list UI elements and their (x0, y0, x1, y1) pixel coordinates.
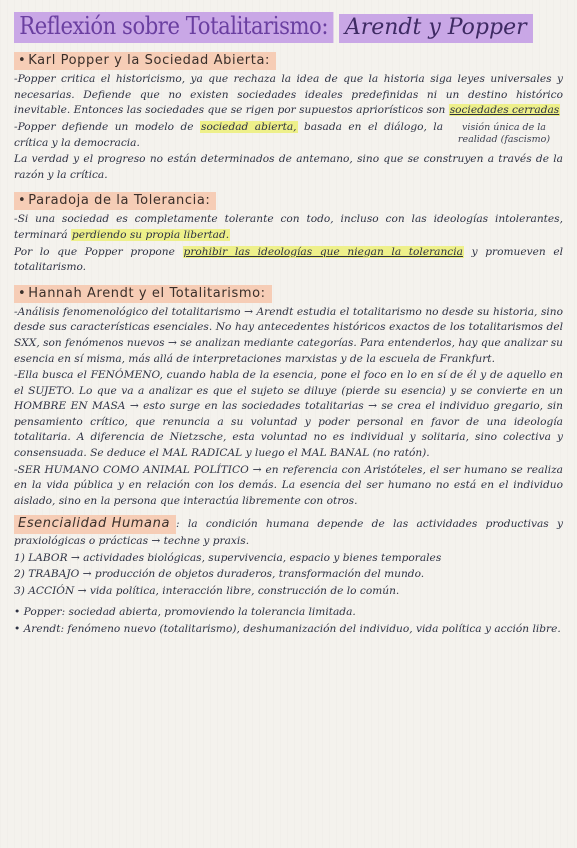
title-main: Reflexión sobre Totalitarismo: (14, 12, 333, 43)
popper-p1-highlight: sociedades cerradas (449, 104, 560, 117)
heading-esencialidad-text: Esencialidad Humana (18, 516, 171, 532)
arendt-paragraph-1: -Análisis fenomenológico del totalitarismo → Arendt estudia el totalitarismo no desde su historia, sino desde sus características esenciales. No hay antecedentes históricos exactos de los totalitarismos del SXX, son fenómenos nuevos → se analizan mediante categorías. Para entenderlos, hay que analizar su esencia en sí misma, más allá de interpretaciones marxistas y de la escuela de Frankfurt. (14, 305, 563, 365)
arendt-paragraph-3: -SER HUMANO COMO ANIMAL POLÍTICO → en referencia con Aristóteles, el ser humano se realiza en la vida pública y en relación con los demás. La esencia del ser humano no está en el individuo aislado, sino en la persona que interactúa libremente con otros. (14, 463, 563, 507)
esencialidad-intro-text: : la condición humana depende de las actividades productivas y praxiológicas o prácticas → techne y praxis. (14, 518, 563, 548)
section-arendt (14, 282, 563, 510)
popper-paragraph-3: La verdad y el progreso no están determinados de antemano, sino que se construyen a través de la razón y la crítica. (14, 153, 563, 181)
popper-side-note: visión única de la realidad (fascismo) (457, 121, 551, 145)
title-sub: Arendt y Popper (339, 14, 533, 43)
popper-p1-text: -Popper critica el historicismo, ya que rechaza la idea de que la historia siga leyes universales y necesarias. Defiende que no existen sociedades ideales predefinidas ni un destino histórico inevitable. Entonces las sociedades que se rigen por supuestos apriorísticos son (14, 73, 563, 117)
heading-paradoja (14, 192, 216, 210)
heading-esencialidad (14, 515, 176, 534)
section-popper (14, 49, 563, 183)
section-paradoja (14, 189, 563, 275)
summary-popper: • Popper: sociedad abierta, promoviendo la tolerancia limitada. (14, 606, 356, 619)
popper-p2-text-b: basada en el diálogo, la crítica y la democracia. (14, 120, 444, 149)
section-esencialidad (14, 515, 563, 599)
heading-popper (14, 52, 276, 70)
esencialidad-item-1: 1) LABOR → actividades biológicas, supervivencia, espacio y bienes temporales (14, 551, 442, 564)
section-summary (14, 605, 563, 637)
arendt-paragraph-2: -Ella busca el FENÓMENO, cuando habla de la esencia, pone el foco en lo en sí de él y de aquello en el SUJETO. Lo que va a analizar es que el sujeto se diluye (pierde su esencia) y se convierte en un HOMBRE EN MASA → esto surge en las sociedades totalitarias → se crea el individuo gregario, sin pensamiento crítico, que renuncia a su voluntad y poder personal en favor de una ideología totalitaria. A diferencia de Nietzsche, esta voluntad no es individual y solitaria, sino colectiva y consensuada. Se deduce el MAL RADICAL y luego el MAL BANAL (no ratón). (14, 369, 563, 460)
popper-p2-highlight: sociedad abierta, (201, 120, 297, 133)
esencialidad-intro (14, 515, 563, 549)
bullet-icon: • (18, 53, 27, 69)
popper-paragraph-1 (14, 72, 563, 119)
paradoja-p1-text: -Si una sociedad es completamente tolerante con todo, incluso con las ideologías intolerantes, terminará (14, 213, 563, 241)
bullet-icon: • (18, 285, 27, 301)
page-title (14, 12, 563, 43)
heading-arendt (14, 285, 272, 303)
paradoja-p2-text-b: y promueven el totalitarismo. (14, 245, 564, 274)
popper-p2-text-a: -Popper defiende un modelo de (14, 120, 194, 133)
popper-paragraph-2 (14, 120, 563, 151)
paradoja-paragraph-1 (14, 212, 563, 243)
paradoja-p2-highlight: prohibir las ideologías que niegan la tolerancia (183, 245, 463, 258)
summary-arendt: • Arendt: fenómeno nuevo (totalitarismo), deshumanización del individuo, vida política y acción libre. (14, 623, 561, 635)
heading-arendt-text: Hannah Arendt y el Totalitarismo: (28, 285, 266, 301)
paradoja-p2-text-a: Por lo que Popper propone (14, 245, 175, 258)
paradoja-p1-highlight: perdiendo su propia libertad. (71, 228, 230, 241)
heading-popper-text: Karl Popper y la Sociedad Abierta: (28, 53, 270, 69)
heading-paradoja-text: Paradoja de la Tolerancia: (28, 193, 211, 209)
esencialidad-item-2: 2) TRABAJO → producción de objetos duraderos, transformación del mundo. (14, 568, 425, 581)
esencialidad-item-3: 3) ACCIÓN → vida política, interacción libre, construcción de lo común. (14, 584, 400, 597)
bullet-icon: • (18, 193, 27, 209)
paradoja-paragraph-2 (14, 245, 563, 276)
